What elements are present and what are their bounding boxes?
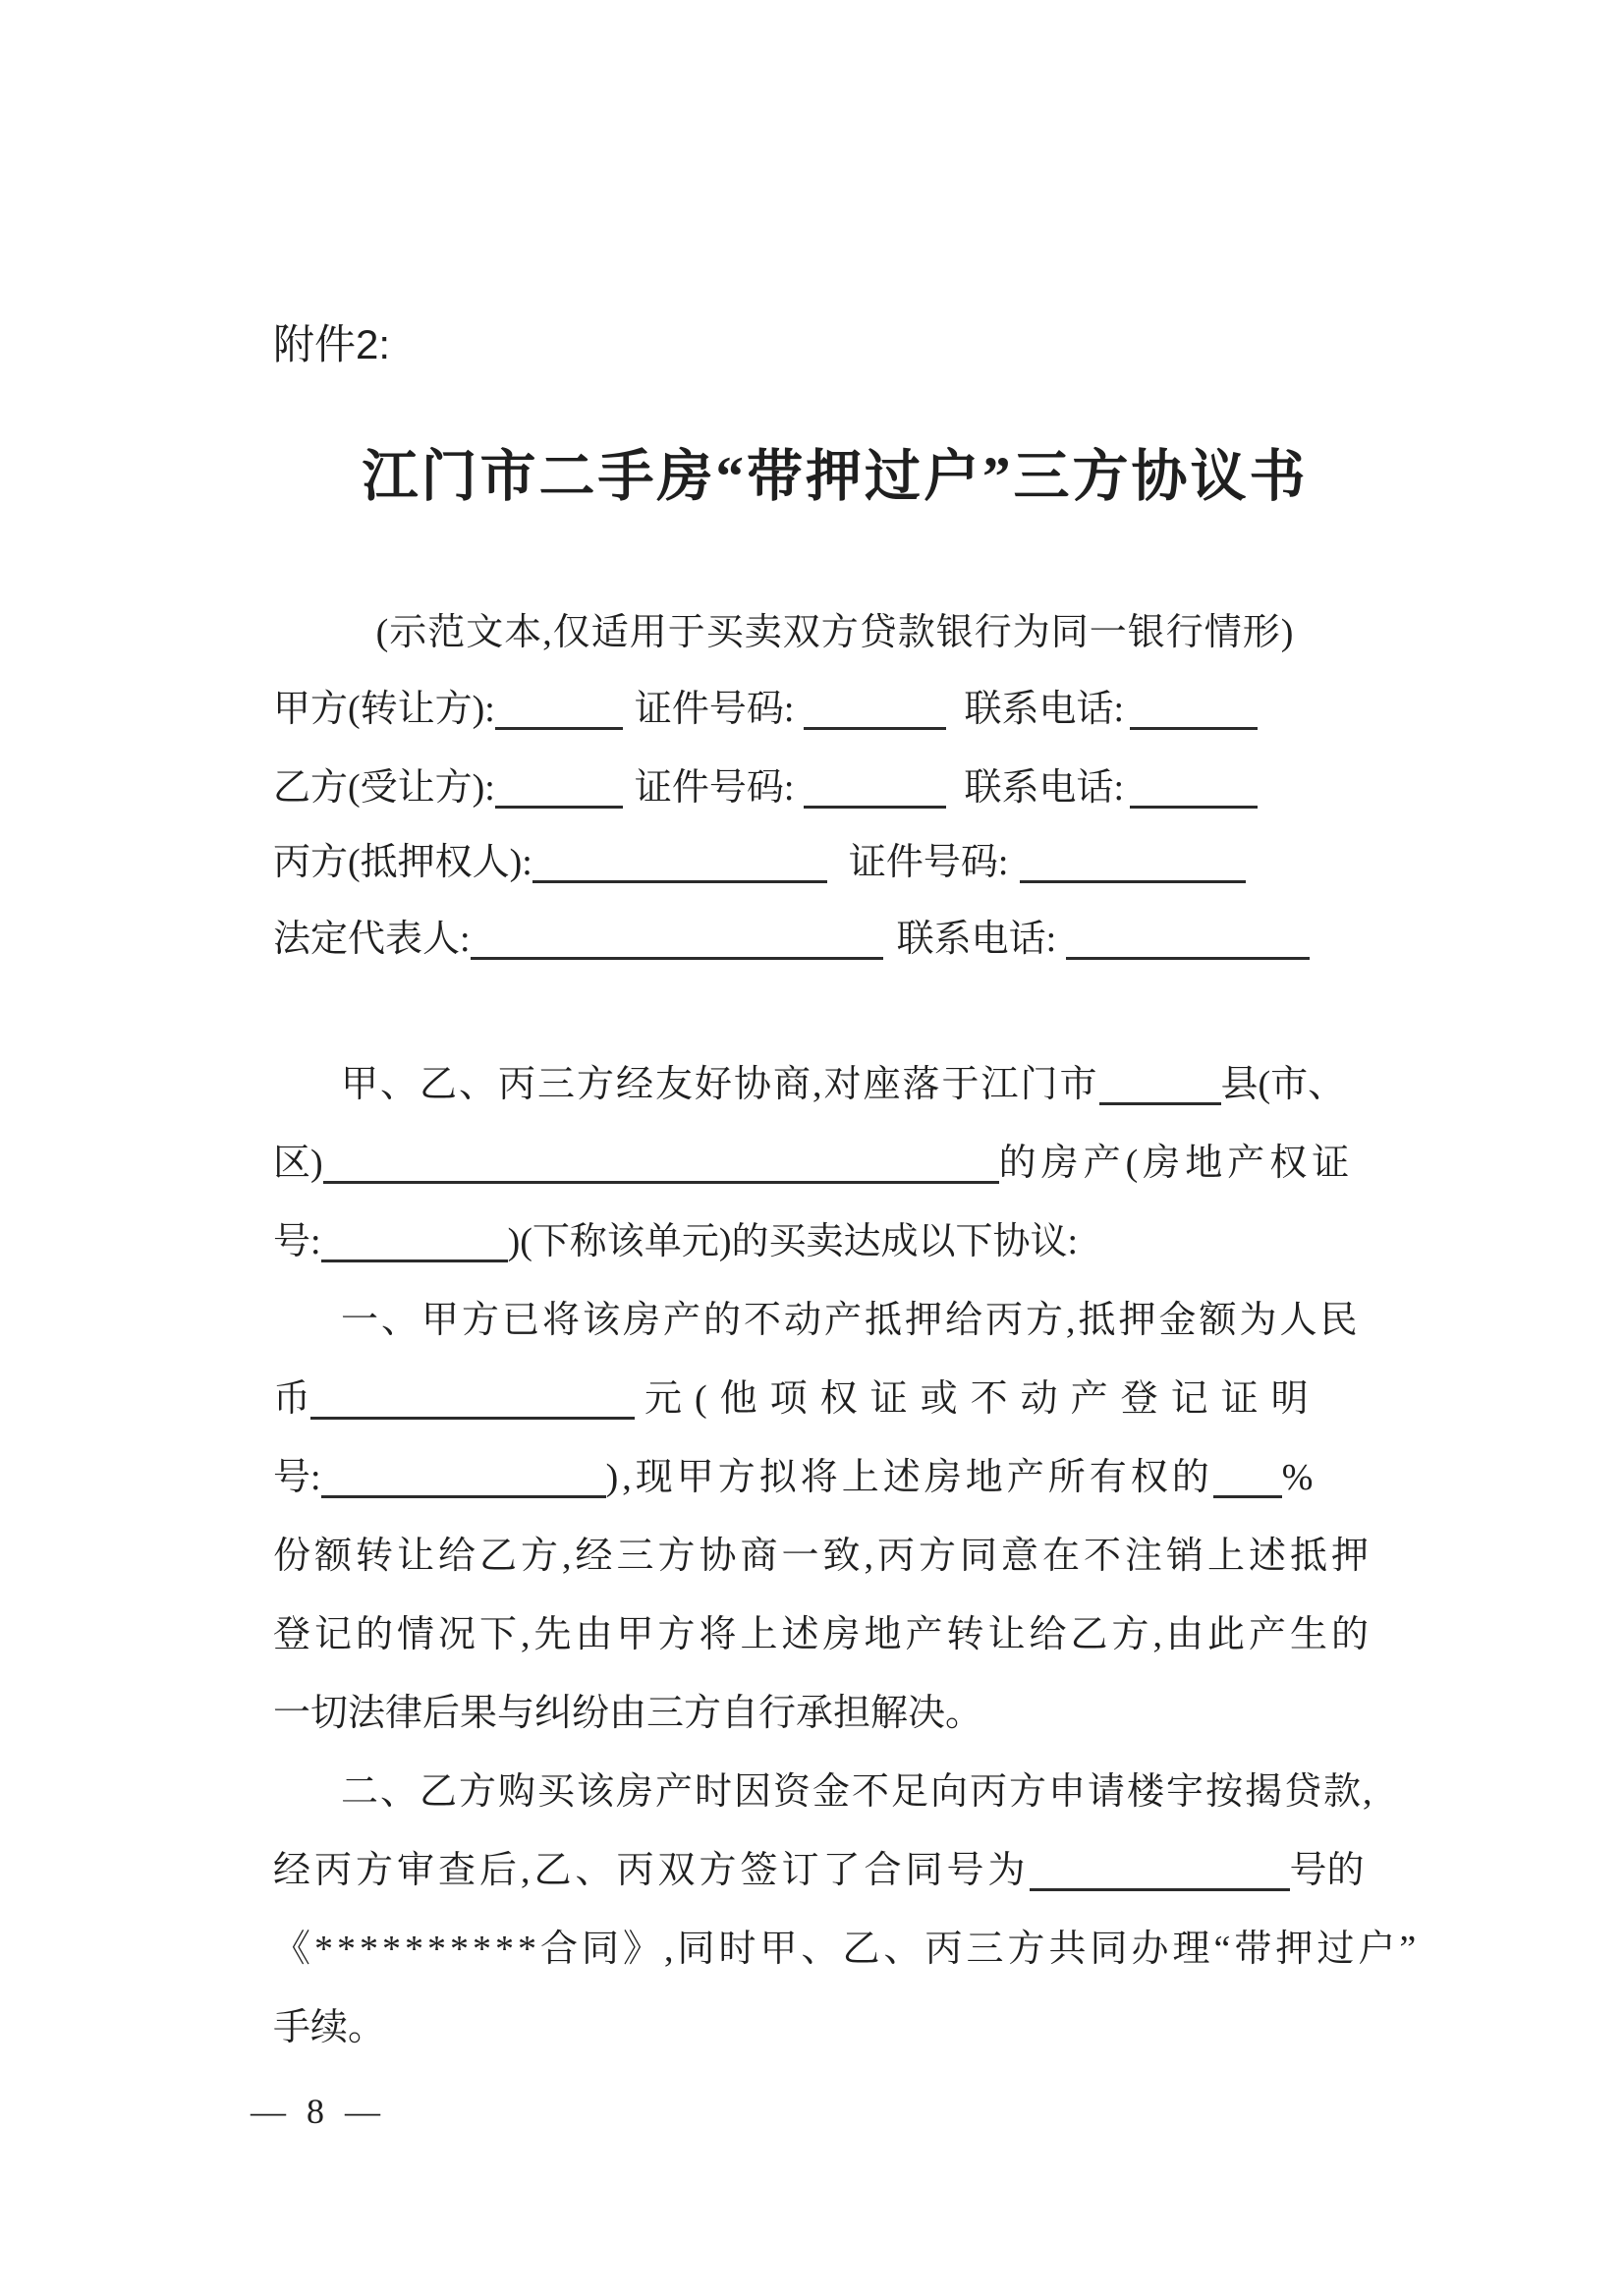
address-blank: [323, 1172, 999, 1184]
p3-l4-text: 手续。: [273, 2007, 386, 2048]
party-b-id-label: 证件号码:: [634, 767, 795, 809]
p2-l2-text: 币: [273, 1378, 311, 1420]
party-a-phone-blank: [1130, 718, 1258, 730]
party-b-phone-blank: [1130, 797, 1258, 809]
registration-number-blank: [321, 1486, 606, 1498]
note-line: (示范文本,仅适用于买卖双方贷款银行为同一银行情形): [375, 612, 1295, 653]
contract-number-blank: [1030, 1879, 1290, 1891]
body-line-p1-3: [273, 1220, 1078, 1265]
body-line-p3-1: [341, 1770, 1374, 1816]
p2-l3-mid: ),现甲方拟将上述房地产所有权的: [605, 1457, 1213, 1498]
party-a-phone-label: 联系电话:: [964, 689, 1124, 730]
p2-l2-tail: 元(他项权证或不动产登记证明: [644, 1378, 1321, 1420]
party-c-phone-label: 联系电话:: [896, 919, 1057, 960]
body-line-p3-2: [273, 1849, 1365, 1894]
cert-number-blank: [321, 1251, 508, 1262]
document-title: 江门市二手房“带押过户”三方协议书: [362, 446, 1309, 508]
ownership-share-blank: [1213, 1486, 1282, 1498]
party-row-a: [273, 688, 1258, 733]
party-b-name-blank: [495, 797, 623, 809]
p3-l2-text: 经丙方审查后,乙、丙双方签订了合同号为: [273, 1850, 1030, 1891]
p2-l3-text: 号:: [273, 1457, 321, 1498]
body-line-p3-3: [273, 1928, 1420, 1973]
body-line-p2-5: [273, 1613, 1372, 1658]
body-line-p2-6: [273, 1692, 982, 1737]
party-a-id-label: 证件号码:: [634, 689, 795, 730]
p1-l2-text: 区): [273, 1143, 323, 1184]
party-a-label: 甲方(转让方):: [273, 689, 495, 730]
party-c-id-blank: [1020, 871, 1246, 883]
party-row-b: [273, 766, 1258, 812]
p1-l3-tail: )(下称该单元)的买卖达成以下协议:: [507, 1221, 1079, 1262]
p3-l2-tail: 号的: [1289, 1850, 1365, 1891]
p2-l6-text: 一切法律后果与纠纷由三方自行承担解决。: [273, 1693, 983, 1734]
body-line-p2-1: [341, 1299, 1361, 1344]
p1-l1-text: 甲、乙、丙三方经友好协商,对座落于江门市: [341, 1064, 1099, 1105]
party-b-id-blank: [804, 797, 946, 809]
attachment-label: 附件2:: [273, 321, 391, 367]
page-number: — 8 —: [251, 2092, 386, 2131]
p1-l2-tail: 的房产(房地产权证: [998, 1143, 1355, 1184]
party-c-label: 丙方(抵押权人):: [273, 842, 532, 883]
body-line-p3-4: [273, 2006, 385, 2051]
p1-l3-text: 号:: [273, 1221, 321, 1262]
party-c-id-label: 证件号码:: [848, 842, 1009, 883]
p1-l1-tail: 县(市、: [1220, 1064, 1346, 1105]
party-b-label: 乙方(受让方):: [273, 767, 495, 809]
p3-l3-text: 《**********合同》,同时甲、乙、丙三方共同办理“带押过户”: [273, 1929, 1421, 1970]
percent-sign: %: [1281, 1457, 1314, 1498]
legal-rep-blank: [471, 948, 883, 960]
party-a-name-blank: [495, 718, 623, 730]
body-line-p2-2: [273, 1377, 1321, 1423]
body-line-p2-3: [273, 1456, 1313, 1501]
party-row-d: [273, 918, 1310, 963]
p2-l4-text: 份额转让给乙方,经三方协商一致,丙方同意在不注销上述抵押: [273, 1536, 1373, 1577]
county-blank: [1099, 1093, 1221, 1105]
mortgage-amount-blank: [310, 1408, 635, 1420]
p2-l1-text: 一、甲方已将该房产的不动产抵押给丙方,抵押金额为人民: [341, 1300, 1361, 1341]
p2-l5-text: 登记的情况下,先由甲方将上述房地产转让给乙方,由此产生的: [273, 1614, 1373, 1655]
body-line-p2-4: [273, 1535, 1372, 1580]
party-c-phone-blank: [1066, 948, 1310, 960]
body-line-p1-1: [341, 1063, 1345, 1108]
legal-rep-label: 法定代表人:: [273, 919, 471, 960]
p3-l1-text: 二、乙方购买该房产时因资金不足向丙方申请楼宇按揭贷款,: [341, 1771, 1374, 1813]
party-a-id-blank: [804, 718, 946, 730]
party-c-name-blank: [532, 871, 827, 883]
body-line-p1-2: [273, 1142, 1354, 1187]
party-row-c: [273, 841, 1246, 886]
party-b-phone-label: 联系电话:: [964, 767, 1124, 809]
